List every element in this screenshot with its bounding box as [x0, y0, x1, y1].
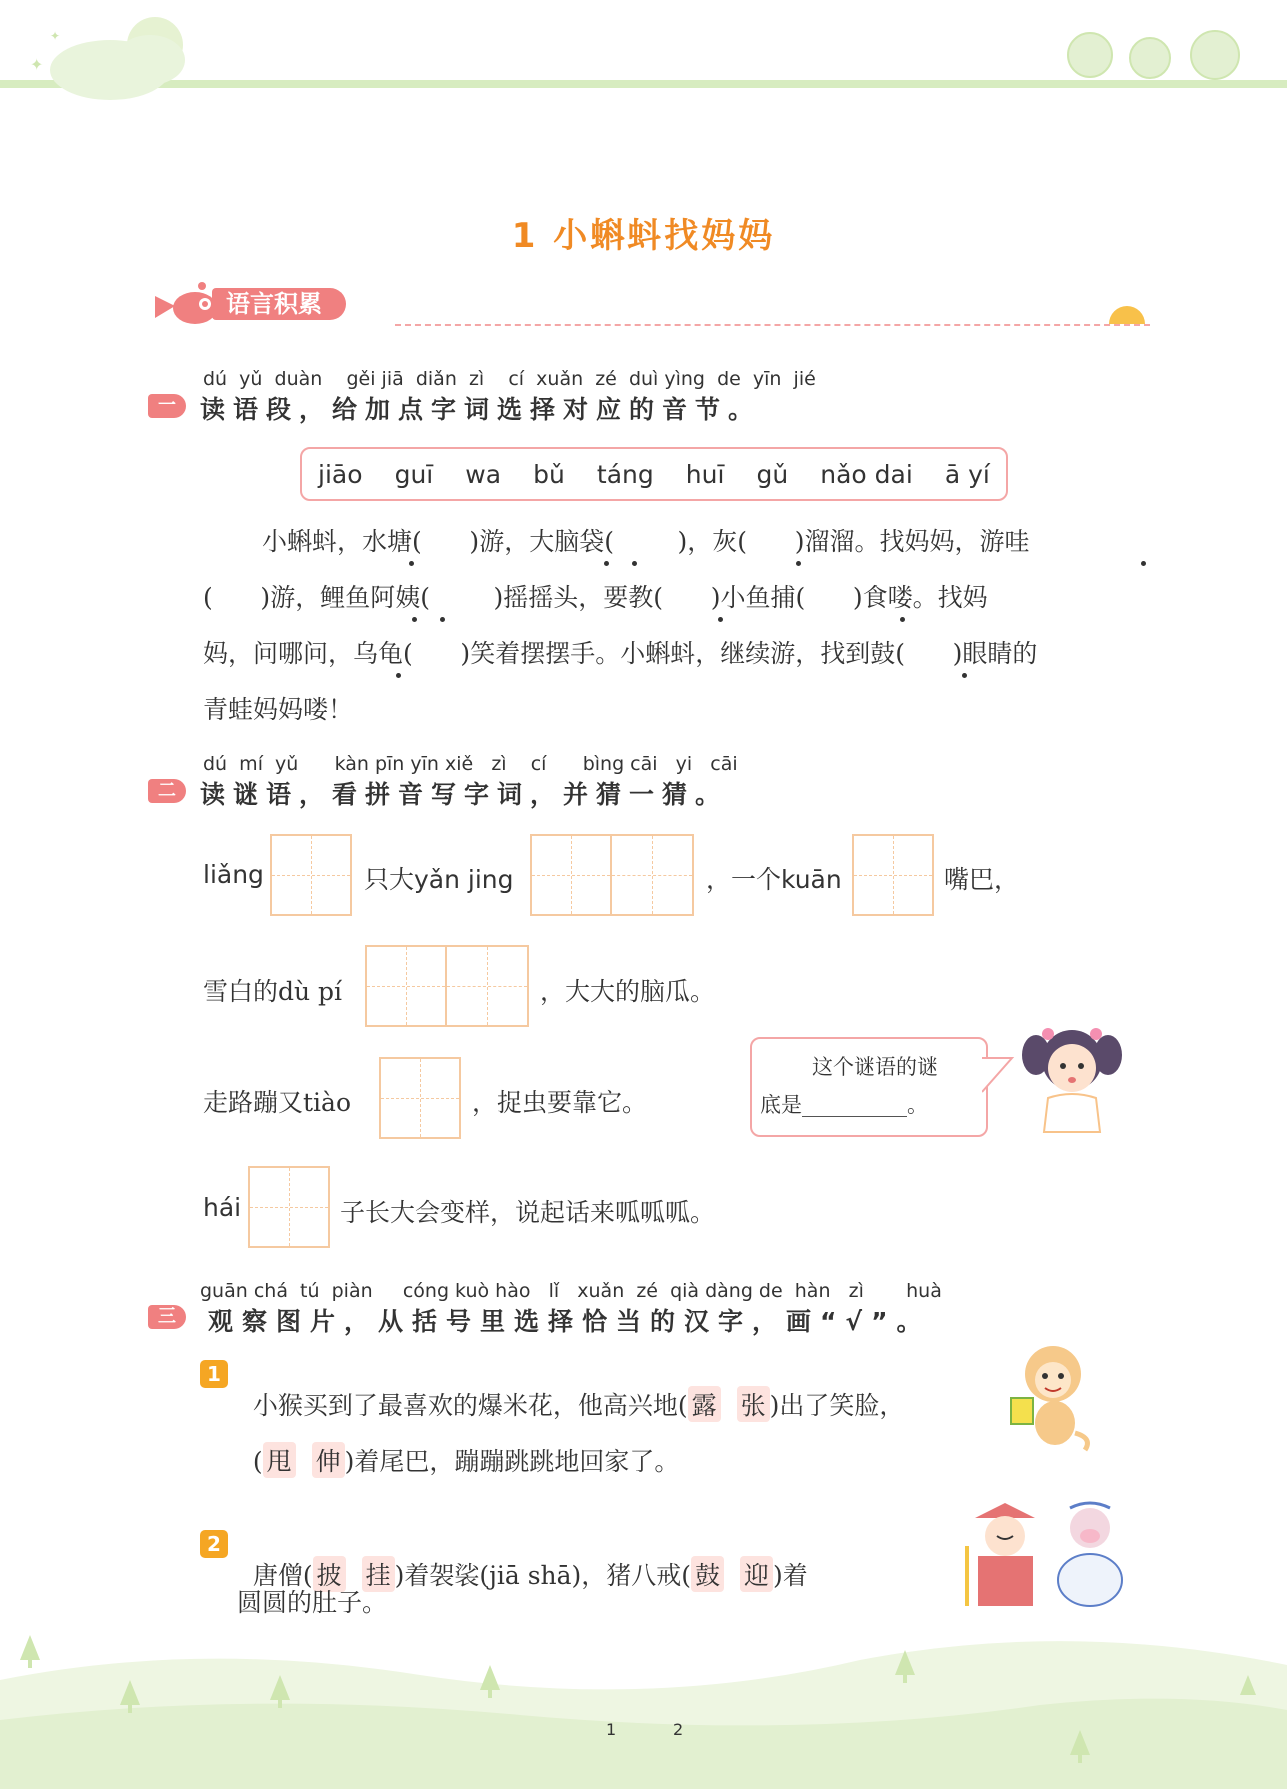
riddle-row1-d: 嘴巴， [944, 865, 1020, 894]
option-5: táng [596, 459, 654, 489]
item-1-text-b: )出了笑脸， [769, 1391, 905, 1420]
item-2-text-c: )着 [773, 1561, 808, 1590]
bottom-landscape [0, 1620, 1287, 1789]
section-label: 语言积累 [212, 288, 346, 320]
choice-ying[interactable]: 迎 [740, 1556, 773, 1592]
option-4: bǔ [533, 459, 565, 489]
emphasis-dot [718, 617, 723, 622]
monkey-illustration [1005, 1338, 1095, 1453]
item-2-text-b: )着袈裟(jiā shā)，猪八戒( [394, 1561, 692, 1590]
page-number-left: 1 [606, 1720, 617, 1739]
item-1-text-c: ( [252, 1447, 263, 1476]
option-1: jiāo [318, 459, 363, 489]
option-6: huī [685, 459, 725, 489]
page-number-right: 2 [673, 1720, 684, 1739]
emphasis-dot [632, 561, 637, 566]
q1-line-4: 青蛙妈妈喽！ [203, 695, 354, 724]
q3-badge: 三 [148, 1305, 186, 1329]
writing-box[interactable] [365, 945, 447, 1027]
q3-heading: 观察图片，从括号里选择恰当的汉字，画“√”。 [208, 1307, 931, 1336]
option-7: gǔ [756, 459, 789, 489]
q3-pinyin: guān chá tú piàn cóng kuò hào lǐ xuǎn zé qià dàng de hàn zì huà [200, 1280, 942, 1302]
q2-badge: 二 [148, 779, 186, 803]
emphasis-dot [412, 617, 417, 622]
riddle-row1-a: liǎng [203, 860, 264, 889]
riddle-row2-a: 雪白的dù pí [203, 977, 343, 1006]
q2-pinyin: dú mí yǔ kàn pīn yīn xiě zì cí bìng cāi yi cāi [203, 753, 738, 775]
q1-pinyin: dú yǔ duàn gěi jiā diǎn zì cí xuǎn zé duì yìng de yīn jié [203, 368, 816, 390]
writing-box[interactable] [530, 834, 612, 916]
choice-lu[interactable]: 露 [688, 1386, 721, 1422]
emphasis-dot [396, 673, 401, 678]
option-2: guī [394, 459, 434, 489]
choice-shuai[interactable]: 甩 [263, 1442, 296, 1478]
bubble-line-1: 这个谜语的谜 [812, 1055, 938, 1079]
emphasis-dot [796, 561, 801, 566]
riddle-row2-b: ，大大的脑瓜。 [540, 977, 716, 1006]
svg-text:✦: ✦ [50, 29, 61, 43]
option-8: nǎo dai [820, 459, 913, 489]
writing-box[interactable] [379, 1057, 461, 1139]
item-1-text-a: 小猴买到了最喜欢的爆米花，他高兴地( [252, 1391, 688, 1420]
q1-line-2: ( )游，鲤鱼阿姨( )摇摇头，要教( )小鱼捕( )食喽。找妈 [203, 583, 988, 612]
banner-dashed-line [395, 324, 1150, 326]
q1-heading: 读语段，给加点字词选择对应的音节。 [200, 395, 762, 424]
sun-icon [1105, 300, 1150, 326]
emphasis-dot [440, 617, 445, 622]
option-3: wa [465, 459, 502, 489]
q1-line-1: 小蝌蚪，水塘( )游，大脑袋( )，灰( )溜溜。找妈妈，游哇 [262, 527, 1030, 556]
writing-box-group [530, 834, 694, 916]
page-title: 1 小蝌蚪找妈妈 [511, 216, 776, 256]
writing-box[interactable] [248, 1166, 330, 1248]
item-1-line-2 [237, 1413, 679, 1478]
svg-text:✦: ✦ [30, 55, 44, 74]
riddle-row3-a: 走路蹦又tiào [203, 1088, 351, 1117]
monk-and-pig-illustration [960, 1498, 1140, 1610]
writing-box-group [365, 945, 529, 1027]
q1-line-3: 妈，问哪问，乌龟( )笑着摆摆手。小蝌蚪，继续游，找到鼓( )眼睛的 [203, 639, 1038, 668]
top-decoration [0, 0, 1287, 110]
q1-options-box [300, 447, 1008, 501]
answer-bubble [750, 1037, 988, 1137]
emphasis-dot [1141, 561, 1146, 566]
writing-box[interactable] [447, 945, 529, 1027]
choice-pi[interactable]: 披 [313, 1556, 346, 1592]
bubble-line-2: 底是__________。 [760, 1093, 928, 1117]
item-2-text-a: 唐僧( [252, 1561, 313, 1590]
riddle-row1-c: ，一个kuān [706, 865, 842, 894]
choice-shen[interactable]: 伸 [312, 1442, 345, 1478]
emphasis-dot [900, 617, 905, 622]
girl-illustration [1018, 1020, 1126, 1135]
riddle-row4-a: hái [203, 1193, 242, 1222]
item-1-number: 1 [200, 1360, 228, 1388]
bubble-tail [982, 1056, 1016, 1096]
q2-heading: 读谜语，看拼音写字词，并猜一猜。 [200, 780, 729, 809]
emphasis-dot [962, 673, 967, 678]
choice-gua[interactable]: 挂 [362, 1556, 395, 1592]
writing-box[interactable] [852, 834, 934, 916]
choice-gu[interactable]: 鼓 [691, 1556, 724, 1592]
riddle-row3-b: ，捉虫要靠它。 [472, 1088, 648, 1117]
section-banner [150, 278, 1150, 328]
riddle-row1-b: 只大yǎn jing [364, 865, 514, 894]
writing-box[interactable] [612, 834, 694, 916]
item-1-text-d: )着尾巴，蹦蹦跳跳地回家了。 [344, 1447, 680, 1476]
item-2-line-2: 圆圆的肚子。 [237, 1588, 388, 1617]
q1-badge: 一 [148, 394, 186, 418]
item-2-number: 2 [200, 1530, 228, 1558]
choice-zhang[interactable]: 张 [737, 1386, 770, 1422]
riddle-row4-b: 子长大会变样，说起话来呱呱呱。 [340, 1198, 716, 1227]
emphasis-dot [604, 561, 609, 566]
whale-icon [150, 278, 220, 328]
option-9: ā yí [944, 459, 990, 489]
emphasis-dot [409, 561, 414, 566]
writing-box[interactable] [270, 834, 352, 916]
